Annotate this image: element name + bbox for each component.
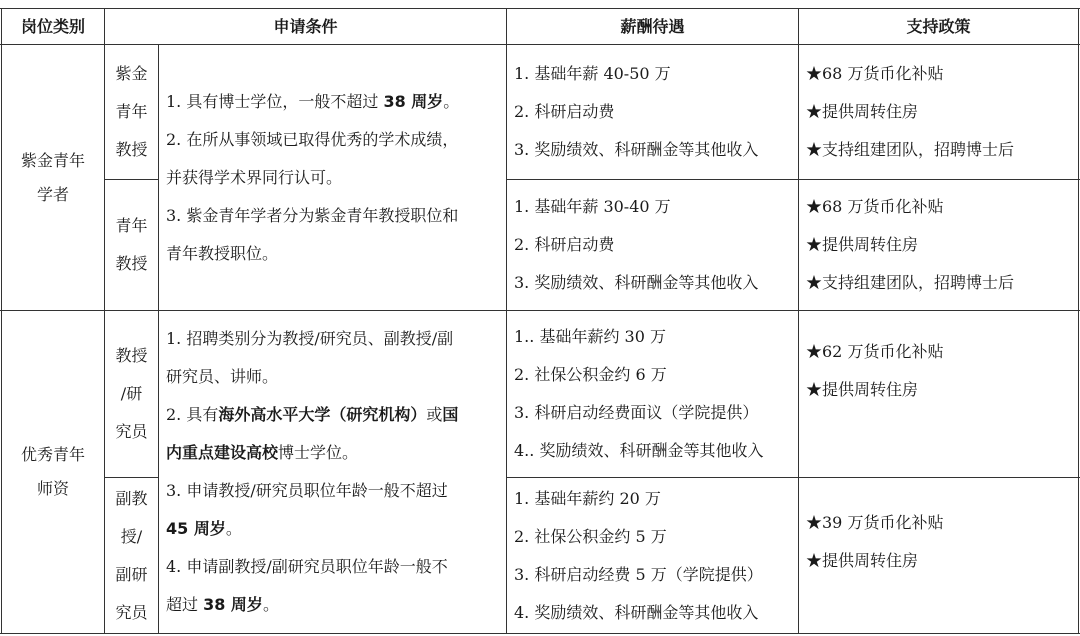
salary-item: 2. 社保公积金约 6 万 (514, 365, 667, 384)
sub-zijin-young-professor (105, 45, 158, 179)
salary-item: 1. 基础年薪 40-50 万 (514, 64, 671, 83)
category-excellent-young-faculty (2, 311, 104, 633)
header-category-text: 岗位类别 (20, 16, 85, 36)
sub-line: /研 (120, 384, 143, 403)
sub-line: 副研 (115, 564, 148, 584)
salary-item: 2. 科研启动费 (514, 235, 615, 254)
salary-item: 3. 科研启动经费面议（学院提供） (514, 403, 759, 422)
header-policy (799, 9, 1078, 44)
salary-item: 2. 科研启动费 (514, 102, 615, 121)
header-conditions-text: 申请条件 (273, 16, 338, 36)
sub-line: 教授 (115, 346, 148, 365)
rule-col2 (506, 8, 507, 634)
category-line: 紫金青年 (20, 150, 85, 170)
condition-item-2: 2. 具有海外高水平大学（研究机构）或国 内重点建设高校博士学位。 (166, 405, 459, 462)
policy-zijin-young-professor (806, 45, 1076, 179)
policy-item: ★提供周转住房 (806, 102, 919, 121)
rule-col-sub (158, 44, 159, 634)
sub-line: 副教 (115, 488, 148, 508)
salary-associate-professor (514, 478, 796, 633)
category-line: 师资 (36, 479, 69, 498)
sub-young-professor (105, 180, 158, 310)
category-zijin-scholar (2, 45, 104, 310)
header-salary (507, 9, 798, 44)
sub-line: 究员 (115, 602, 148, 622)
condition-item-3: 3. 申请教授/研究员职位年龄一般不超过 45 周岁。 (166, 481, 448, 538)
rule-bottom (0, 633, 1080, 634)
condition-item-4: 4. 申请副教授/副研究员职位年龄一般不 超过 38 周岁。 (166, 557, 448, 614)
header-salary-text: 薪酬待遇 (620, 16, 685, 36)
policy-item: ★39 万货币化补贴 (806, 513, 944, 532)
salary-item: 1. 基础年薪 30-40 万 (514, 197, 671, 216)
salary-item: 1. 基础年薪约 20 万 (514, 488, 661, 508)
condition-item-3: 3. 紫金青年学者分为紫金青年教授职位和 青年教授职位。 (166, 205, 459, 263)
policy-item: ★提供周转住房 (806, 380, 919, 399)
sub-line: 究员 (115, 422, 148, 441)
salary-item: 1.. 基础年薪约 30 万 (514, 327, 666, 346)
sub-line: 青年 (115, 102, 148, 121)
salary-young-professor (514, 180, 796, 310)
sub-line: 教授 (115, 140, 148, 159)
policy-item: ★支持组建团队，招聘博士后 (806, 140, 1015, 159)
policy-item: ★支持组建团队，招聘博士后 (806, 273, 1015, 292)
policy-item: ★68 万货币化补贴 (806, 197, 944, 216)
salary-zijin-young-professor (514, 45, 796, 179)
conditions-zijin (166, 45, 504, 310)
rule-right (1078, 8, 1079, 634)
sub-line: 授/ (120, 526, 143, 546)
policy-associate-professor (806, 478, 1076, 633)
sub-line: 教授 (115, 254, 148, 273)
salary-item: 2. 社保公积金约 5 万 (514, 526, 667, 546)
salary-item: 4.. 奖励绩效、科研酬金等其他收入 (514, 441, 764, 460)
salary-item: 4. 奖励绩效、科研酬金等其他收入 (514, 602, 759, 622)
sub-line: 紫金 (115, 64, 148, 83)
conditions-excellent-young-faculty (166, 311, 504, 633)
rule-col3 (798, 8, 799, 634)
header-conditions (105, 9, 506, 44)
category-line: 优秀青年 (20, 445, 85, 464)
policy-item: ★提供周转住房 (806, 551, 919, 570)
category-line: 学者 (36, 184, 69, 204)
salary-item: 3. 奖励绩效、科研酬金等其他收入 (514, 273, 759, 292)
header-policy-text: 支持政策 (906, 16, 971, 36)
condition-item-2: 2. 在所从事领域已取得优秀的学术成绩， 并获得学术界同行认可。 (166, 129, 459, 187)
sub-line: 青年 (115, 216, 148, 235)
condition-item-1: 1. 招聘类别分为教授/研究员、副教授/副 研究员、讲师。 (166, 329, 454, 386)
policy-item: ★68 万货币化补贴 (806, 64, 944, 83)
policy-item: ★提供周转住房 (806, 235, 919, 254)
condition-item-1: 1. 具有博士学位，一般不超过 38 周岁。 (166, 91, 460, 111)
salary-professor-researcher (514, 311, 796, 477)
salary-item: 3. 奖励绩效、科研酬金等其他收入 (514, 140, 759, 159)
sub-associate-professor (105, 478, 158, 633)
policy-young-professor (806, 180, 1076, 310)
header-category (2, 9, 104, 44)
policy-professor-researcher (806, 311, 1076, 477)
policy-item: ★62 万货币化补贴 (806, 342, 944, 361)
sub-professor-researcher (105, 311, 158, 477)
salary-item: 3. 科研启动经费 5 万（学院提供） (514, 564, 763, 584)
